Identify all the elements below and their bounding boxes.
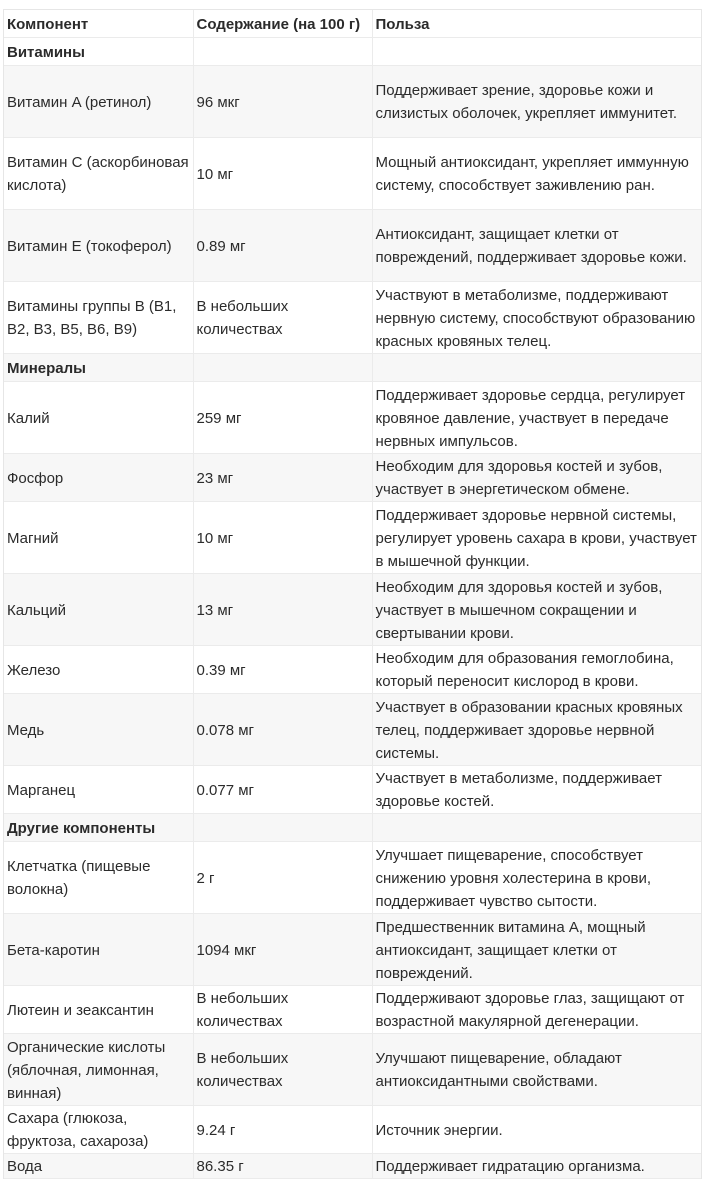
table-header-row <box>4 10 701 38</box>
component-name: Фосфор <box>4 454 193 502</box>
section-title: Другие компоненты <box>4 814 193 842</box>
component-benefit: Улучшает пищеварение, способствует снижению уровня холестерина в крови, поддерживает чувство сытости. <box>372 842 701 914</box>
section-row-other <box>4 814 701 842</box>
component-benefit: Поддерживают здоровье глаз, защищают от возрастной макулярной дегенерации. <box>372 986 701 1034</box>
section-row-vitamins <box>4 38 701 66</box>
component-amount: 259 мг <box>193 382 372 454</box>
component-amount: 23 мг <box>193 454 372 502</box>
component-name: Витамин E (токоферол) <box>4 210 193 282</box>
component-benefit: Поддерживает зрение, здоровье кожи и слизистых оболочек, укрепляет иммунитет. <box>372 66 701 138</box>
table-row <box>4 210 701 282</box>
component-name: Лютеин и зеаксантин <box>4 986 193 1034</box>
component-benefit: Поддерживает здоровье нервной системы, регулирует уровень сахара в крови, участвует в мышечной функции. <box>372 502 701 574</box>
table-row <box>4 766 701 814</box>
table-row <box>4 502 701 574</box>
header-content: Содержание (на 100 г) <box>193 10 372 38</box>
component-benefit: Участвуют в метаболизме, поддерживают нервную систему, способствуют образованию красных кровяных телец. <box>372 282 701 354</box>
component-name: Железо <box>4 646 193 694</box>
component-amount: 1094 мкг <box>193 914 372 986</box>
component-name: Медь <box>4 694 193 766</box>
component-amount: В небольших количествах <box>193 282 372 354</box>
component-name: Клетчатка (пищевые волокна) <box>4 842 193 914</box>
component-name: Органические кислоты (яблочная, лимонная, винная) <box>4 1034 193 1106</box>
nutrition-table-container <box>3 9 702 1179</box>
table-row <box>4 382 701 454</box>
component-amount: В небольших количествах <box>193 1034 372 1106</box>
component-amount: 10 мг <box>193 138 372 210</box>
table-row <box>4 66 701 138</box>
component-amount: 96 мкг <box>193 66 372 138</box>
component-amount: 0.89 мг <box>193 210 372 282</box>
component-benefit: Мощный антиоксидант, укрепляет иммунную систему, способствует заживлению ран. <box>372 138 701 210</box>
table-row <box>4 574 701 646</box>
table-row <box>4 694 701 766</box>
component-benefit: Необходим для здоровья костей и зубов, участвует в мышечном сокращении и свертывании крови. <box>372 574 701 646</box>
component-benefit: Поддерживает здоровье сердца, регулирует кровяное давление, участвует в передаче нервных импульсов. <box>372 382 701 454</box>
component-name: Марганец <box>4 766 193 814</box>
component-benefit: Необходим для образования гемоглобина, который переносит кислород в крови. <box>372 646 701 694</box>
component-amount: В небольших количествах <box>193 986 372 1034</box>
component-benefit: Участвует в метаболизме, поддерживает здоровье костей. <box>372 766 701 814</box>
component-name: Вода <box>4 1154 193 1179</box>
header-benefit: Польза <box>372 10 701 38</box>
section-row-minerals <box>4 354 701 382</box>
section-title: Минералы <box>4 354 193 382</box>
table-row <box>4 646 701 694</box>
section-title: Витамины <box>4 38 193 66</box>
component-name: Сахара (глюкоза, фруктоза, сахароза) <box>4 1106 193 1154</box>
component-amount: 86.35 г <box>193 1154 372 1179</box>
table-row <box>4 986 701 1034</box>
component-benefit: Необходим для здоровья костей и зубов, участвует в энергетическом обмене. <box>372 454 701 502</box>
component-amount: 2 г <box>193 842 372 914</box>
component-name: Магний <box>4 502 193 574</box>
component-name: Бета-каротин <box>4 914 193 986</box>
table-row <box>4 1154 701 1179</box>
table-row <box>4 454 701 502</box>
component-amount: 0.077 мг <box>193 766 372 814</box>
table-row <box>4 1034 701 1106</box>
component-amount: 10 мг <box>193 502 372 574</box>
component-benefit: Антиоксидант, защищает клетки от повреждений, поддерживает здоровье кожи. <box>372 210 701 282</box>
component-name: Кальций <box>4 574 193 646</box>
component-benefit: Источник энергии. <box>372 1106 701 1154</box>
component-name: Витамин A (ретинол) <box>4 66 193 138</box>
nutrition-table <box>4 10 701 1179</box>
header-component: Компонент <box>4 10 193 38</box>
component-benefit: Предшественник витамина A, мощный антиоксидант, защищает клетки от повреждений. <box>372 914 701 986</box>
component-amount: 0.078 мг <box>193 694 372 766</box>
component-amount: 0.39 мг <box>193 646 372 694</box>
component-amount: 9.24 г <box>193 1106 372 1154</box>
component-name: Калий <box>4 382 193 454</box>
component-amount: 13 мг <box>193 574 372 646</box>
table-row <box>4 1106 701 1154</box>
component-benefit: Участвует в образовании красных кровяных телец, поддерживает здоровье нервной системы. <box>372 694 701 766</box>
table-row <box>4 842 701 914</box>
component-benefit: Поддерживает гидратацию организма. <box>372 1154 701 1179</box>
table-row <box>4 282 701 354</box>
component-benefit: Улучшают пищеварение, обладают антиоксидантными свойствами. <box>372 1034 701 1106</box>
component-name: Витамины группы B (B1, B2, B3, B5, B6, B9) <box>4 282 193 354</box>
table-row <box>4 138 701 210</box>
component-name: Витамин C (аскорбиновая кислота) <box>4 138 193 210</box>
table-row <box>4 914 701 986</box>
